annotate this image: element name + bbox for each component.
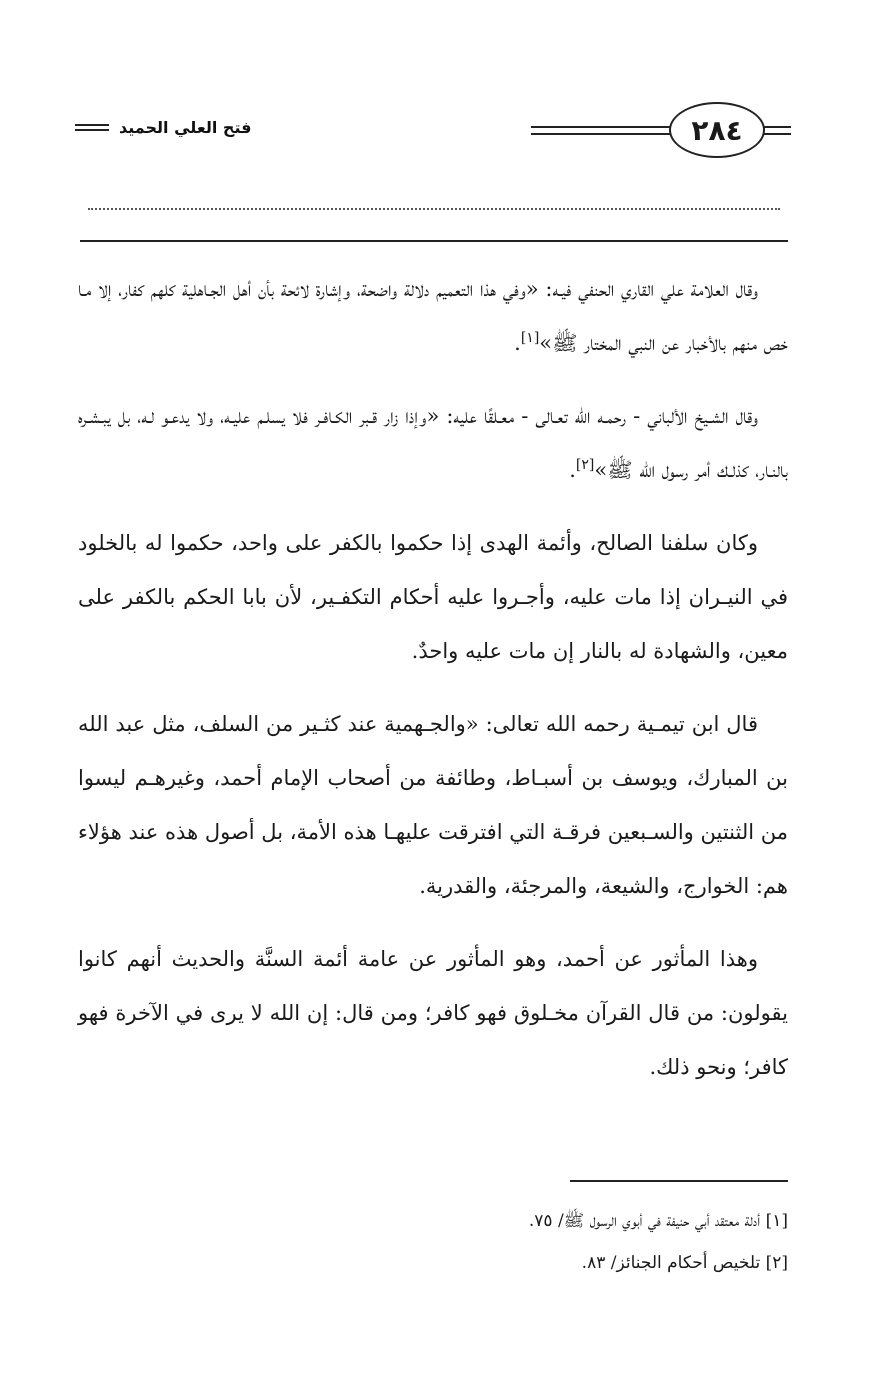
paragraph-text: وقال العلامة علي القاري الحنفي فيـه: «وفي هذا التعميم دلالة واضحة، وإشارة لائحة بأن أهل الجـاهلية كلهم كفار، إلا مـا خص منهم بالأخبار عن النبي المختار ﷺ» — [78, 277, 788, 355]
footnotes — [78, 1200, 788, 1284]
dotted-divider — [88, 208, 780, 210]
paragraph-text: قال ابن تيمـية رحمه الله تعالى: «والجـهمية عند كثـير من السلف، مثل عبد الله بن المبارك، ويوسف بن أسبـاط، وطائفة من أصحاب الإمام أحمد، وغيرهـم ليسوا من الثنتين والسـبعين فرقـة التي افترقت عليهـا هذه الأمة، بل أصول هذه عند هؤلاء هم: الخوارج، والشيعة، والمرجئة، والقدرية. — [78, 712, 788, 898]
footnote-divider — [570, 1180, 788, 1182]
paragraph — [78, 389, 788, 497]
paragraph-end: . — [569, 458, 576, 482]
paragraph-text: وقال الشـيخ الألباني - رحمـه الله تعـالى - معـلقًا عليه: «وإذا زار قـبر الكـافـر فلا يسلـم عليـه، ولا يدعـو لـه، بل يبـشـره بالنـار، كذلـك أمر رسول الله ﷺ» — [78, 404, 788, 482]
page-header — [75, 100, 791, 160]
page-number-right-rule — [763, 126, 791, 135]
page-number: ٢٨٤ — [669, 102, 765, 158]
paragraph — [78, 697, 788, 913]
paragraph — [78, 262, 788, 370]
paragraph — [78, 932, 788, 1094]
page-number-left-rule — [531, 126, 671, 135]
main-text — [78, 262, 788, 1113]
running-title — [75, 118, 251, 137]
paragraph-text: وكان سلفنا الصالح، وأئمة الهدى إذا حكموا بالكفر على واحد، حكموا له بالخلود في النيـران إذا مات عليه، وأجـروا عليه أحكام التكفـير، لأن بابا الحكم بالكفر على معين، والشهادة له بالنار إن مات عليه واحدٌ. — [78, 531, 788, 663]
footnote: [٢] تلخيص أحكام الجنائز/ ٨٣. — [581, 1253, 788, 1273]
paragraph-end: . — [514, 331, 521, 355]
footnote-reference: [٢] — [575, 457, 595, 473]
title-ornament-rule — [75, 124, 109, 131]
footnote: [١] أدلة معتقد أبي حنيفة في أبوي الرسول ﷺ/ ٧٥. — [528, 1211, 788, 1231]
page-number-area — [531, 102, 791, 158]
paragraph — [78, 516, 788, 678]
header-divider — [80, 240, 788, 242]
footnote-reference: [١] — [520, 330, 540, 346]
running-title-text: فتح العلي الحميد — [119, 118, 252, 137]
paragraph-text: وهذا المأثور عن أحمد، وهو المأثور عن عامة أئمة السنَّة والحديث أنهم كانوا يقولون: من قال القرآن مخـلوق فهو كافر؛ ومن قال: إن الله لا يرى في الآخرة فهو كافر؛ ونحو ذلك. — [78, 947, 788, 1079]
